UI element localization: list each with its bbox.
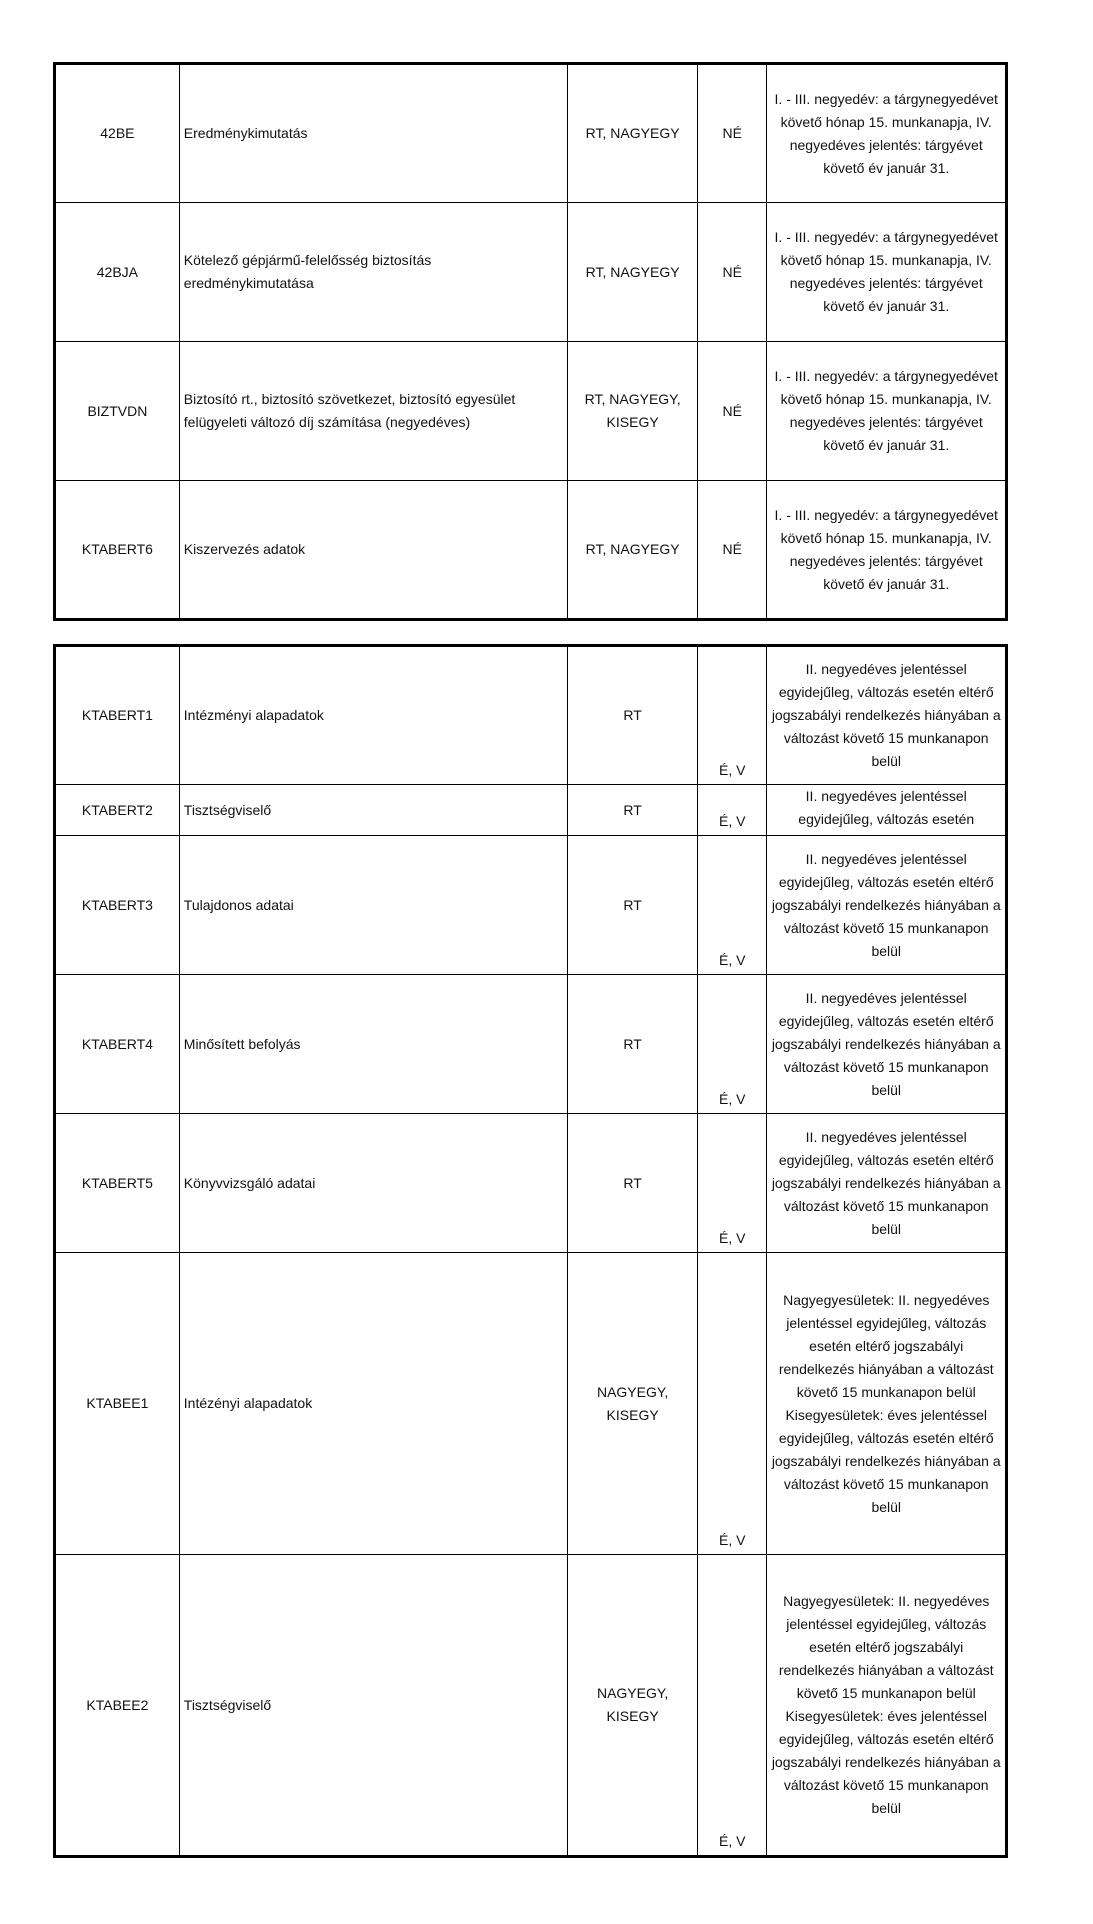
- deadline: I. - III. negyedév: a tárgynegyedévet követő hónap 15. munkanapja, IV. negyedéves jelentés: tárgyévet követő év január 31.: [767, 342, 1007, 481]
- deadline: II. negyedéves jelentéssel egyidejűleg, változás esetén eltérő jogszabályi rendelkezés hiányában a változást követő 15 munkanapon belül: [767, 1114, 1007, 1253]
- deadline: II. negyedéves jelentéssel egyidejűleg, változás esetén eltérő jogszabályi rendelkezés hiányában a változást követő 15 munkanapon belül: [767, 836, 1007, 975]
- frequency: NÉ: [698, 203, 767, 342]
- reporter-type: RT, NAGYEGY: [568, 203, 698, 342]
- deadline: Nagyegyesületek: II. negyedéves jelentéssel egyidejűleg, változás esetén eltérő jogszabályi rendelkezés hiányában a változást követő 15 munkanapon belül Kisegyesületek: éves jelentéssel egyidejűleg, változás esetén eltérő jogszabályi rendelkezés hiányában a változást követő 15 munkanapon belül: [767, 1253, 1007, 1555]
- report-code: KTABERT3: [55, 836, 180, 975]
- reporter-type: RT: [568, 836, 698, 975]
- report-name: Kiszervezés adatok: [179, 481, 567, 620]
- table-row: [55, 342, 1007, 481]
- report-name: Biztosító rt., biztosító szövetkezet, biztosító egyesület felügyeleti változó díj számítása (negyedéves): [179, 342, 567, 481]
- frequency: É, V: [698, 1114, 767, 1253]
- report-name: Minősített befolyás: [179, 975, 567, 1114]
- table-row: [55, 1555, 1007, 1857]
- reporter-type: RT: [568, 975, 698, 1114]
- table-row: [55, 481, 1007, 620]
- table-row: [55, 975, 1007, 1114]
- reporter-type: RT, NAGYEGY: [568, 64, 698, 203]
- report-name: Intézményi alapadatok: [179, 646, 567, 785]
- table-row: [55, 836, 1007, 975]
- table-row: [55, 1114, 1007, 1253]
- report-name: Tisztségviselő: [179, 785, 567, 836]
- reporter-type: RT: [568, 1114, 698, 1253]
- reporter-type: RT: [568, 785, 698, 836]
- report-name: Kötelező gépjármű-felelősség biztosítás eredménykimutatása: [179, 203, 567, 342]
- frequency: NÉ: [698, 64, 767, 203]
- reporter-type: RT, NAGYEGY, KISEGY: [568, 342, 698, 481]
- table-row: [55, 1253, 1007, 1555]
- report-table-quarterly: [53, 62, 1008, 621]
- table-row: [55, 64, 1007, 203]
- report-code: KTABERT2: [55, 785, 180, 836]
- report-name: Intézényi alapadatok: [179, 1253, 567, 1555]
- table-row: [55, 203, 1007, 342]
- reporter-type: NAGYEGY, KISEGY: [568, 1555, 698, 1857]
- table-row: [55, 646, 1007, 785]
- deadline: I. - III. negyedév: a tárgynegyedévet követő hónap 15. munkanapja, IV. negyedéves jelentés: tárgyévet követő év január 31.: [767, 481, 1007, 620]
- deadline: II. negyedéves jelentéssel egyidejűleg, változás esetén eltérő jogszabályi rendelkezés hiányában a változást követő 15 munkanapon belül: [767, 646, 1007, 785]
- report-table-annual: [53, 644, 1008, 1858]
- report-code: KTABERT4: [55, 975, 180, 1114]
- deadline: II. negyedéves jelentéssel egyidejűleg, változás esetén: [767, 785, 1007, 836]
- frequency: NÉ: [698, 481, 767, 620]
- report-name: Tulajdonos adatai: [179, 836, 567, 975]
- frequency: É, V: [698, 1555, 767, 1857]
- deadline: Nagyegyesületek: II. negyedéves jelentéssel egyidejűleg, változás esetén eltérő jogszabályi rendelkezés hiányában a változást követő 15 munkanapon belül Kisegyesületek: éves jelentéssel egyidejűleg, változás esetén eltérő jogszabályi rendelkezés hiányában a változást követő 15 munkanapon belül: [767, 1555, 1007, 1857]
- deadline: II. negyedéves jelentéssel egyidejűleg, változás esetén eltérő jogszabályi rendelkezés hiányában a változást követő 15 munkanapon belül: [767, 975, 1007, 1114]
- frequency: É, V: [698, 785, 767, 836]
- reporter-type: NAGYEGY, KISEGY: [568, 1253, 698, 1555]
- report-code: KTABEE2: [55, 1555, 180, 1857]
- frequency: É, V: [698, 646, 767, 785]
- frequency: É, V: [698, 836, 767, 975]
- frequency: É, V: [698, 975, 767, 1114]
- report-code: BIZTVDN: [55, 342, 180, 481]
- report-code: KTABERT5: [55, 1114, 180, 1253]
- report-name: Tisztségviselő: [179, 1555, 567, 1857]
- frequency: NÉ: [698, 342, 767, 481]
- report-code: 42BJA: [55, 203, 180, 342]
- report-name: Könyvvizsgáló adatai: [179, 1114, 567, 1253]
- report-code: 42BE: [55, 64, 180, 203]
- deadline: I. - III. negyedév: a tárgynegyedévet követő hónap 15. munkanapja, IV. negyedéves jelentés: tárgyévet követő év január 31.: [767, 203, 1007, 342]
- table-row: [55, 785, 1007, 836]
- report-code: KTABEE1: [55, 1253, 180, 1555]
- reporter-type: RT, NAGYEGY: [568, 481, 698, 620]
- report-name: Eredménykimutatás: [179, 64, 567, 203]
- deadline: I. - III. negyedév: a tárgynegyedévet követő hónap 15. munkanapja, IV. negyedéves jelentés: tárgyévet követő év január 31.: [767, 64, 1007, 203]
- reporter-type: RT: [568, 646, 698, 785]
- frequency: É, V: [698, 1253, 767, 1555]
- report-code: KTABERT1: [55, 646, 180, 785]
- report-code: KTABERT6: [55, 481, 180, 620]
